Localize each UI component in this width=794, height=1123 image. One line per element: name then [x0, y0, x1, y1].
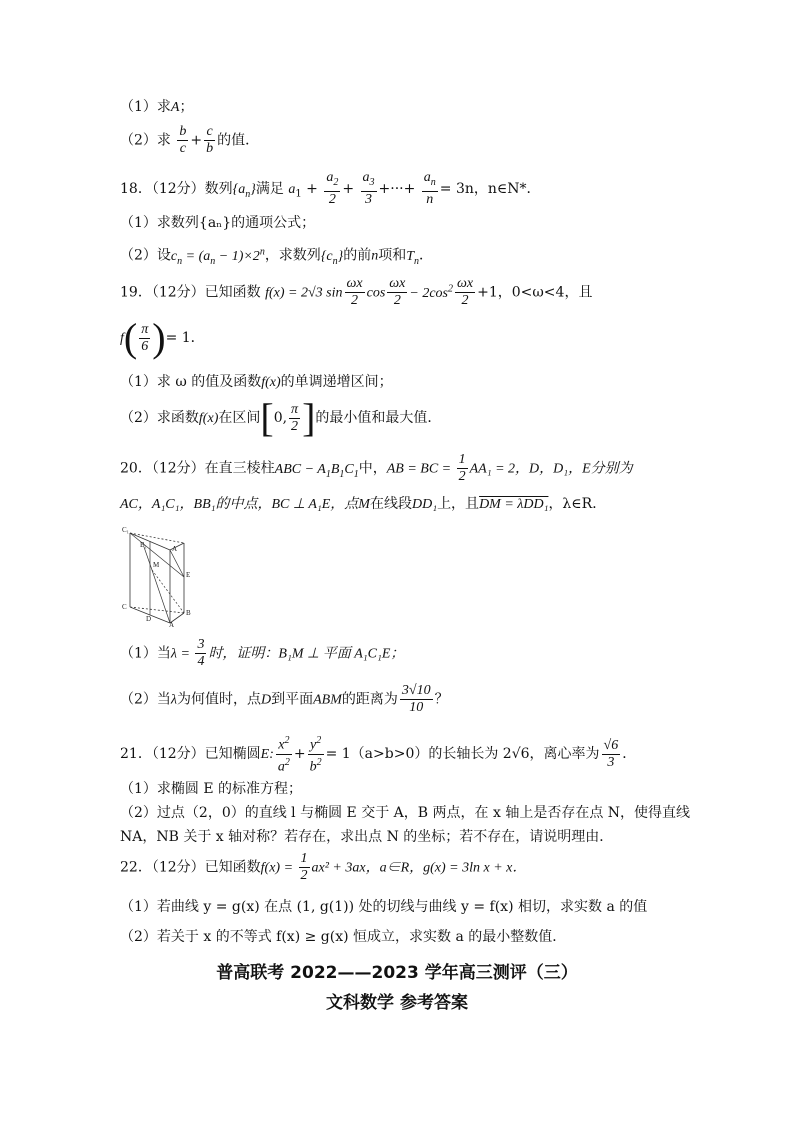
edge-top-c1b1	[130, 533, 184, 543]
figure-label-e: E	[186, 571, 191, 579]
q18-part1: （1）求数列{aₙ}的通项公式；	[120, 215, 316, 231]
q20-header: 20．（12分）在直三棱柱ABC − $A_1B_1C_1$中，AB = BC = $\frac{1}{2}$ AA₁ = 2，D，D₁，E分别为	[120, 452, 633, 484]
q18-part2: （2）设$c_n = (a_n - 1)\times 2^n$，求数列$\{c_n\}$的前n项和$T_n$．	[120, 246, 434, 267]
answer-subtitle: 文科数学 参考答案	[326, 993, 468, 1013]
q22-part2: （2）若关于 x 的不等式 f(x) ≥ g(x) 恒成立，求实数 a 的最小整数值．	[120, 929, 567, 945]
line-c1-e	[130, 533, 184, 577]
answer-title: 普高联考 2022——2023 学年高三测评（三）	[216, 963, 578, 983]
q22-header: 22．（12分）已知函数f(x) = $\frac{1}{2}$ ax² + 3ax，a∈R，g(x) = 3ln x + x．	[120, 851, 527, 883]
q20-part2: （2）当λ为何值时，点D到平面ABM的距离为 $\frac{3√10}{10}$ ？	[120, 683, 449, 715]
prism-figure	[122, 525, 192, 627]
q19-header: 19．（12分）已知函数 f(x) = 2√3 sin $\frac{\omega x}{2}$ cos $\frac{\omega x}{2}$ − $2\cos^2$ $\frac{\omega x}{2}$ +1，0<ω<4，且	[120, 276, 593, 308]
line-m-b	[152, 570, 184, 613]
figure-label-b1: B₁	[140, 541, 148, 549]
q21-header: 21．（12分）已知椭圆E: $\frac{x^2}{a^2}$ + $\frac{y^2}{b^2}$ = 1（a>b>0）的长轴长为 2√6，离心率为 $\frac{√6}{3}$ ．	[120, 735, 637, 775]
q19-part1: （1）求 ω 的值及函数f(x)的单调递增区间；	[120, 374, 393, 390]
figure-label-m: M	[153, 561, 160, 569]
q17-part2: （2）求 $\frac{b}{c}$ + $\frac{c}{b}$ 的值．	[120, 124, 260, 156]
line-m-a	[152, 570, 170, 623]
line-b1-m	[144, 547, 152, 570]
q19-part2: （2）求函数f(x)在区间[0, $\frac{\pi}{2}$ ]的最小值和最大值．	[120, 395, 442, 440]
q21-part2: （2）过点（2，0）的直线 l 与椭圆 E 交于 A，B 两点，在 x 轴上是否存在点 N，使得直线	[120, 805, 691, 821]
figure-label-c: C	[122, 603, 127, 611]
q22-part1: （1）若曲线 y = g(x) 在点 (1, g(1)) 处的切线与曲线 y = f(x) 相切，求实数 a 的值	[120, 899, 648, 915]
figure-label-b: B	[186, 609, 191, 617]
figure-label-a1: A	[172, 545, 178, 553]
q21-part2b: NA，NB 关于 x 轴对称？若存在，求出点 N 的坐标；若不存在，请说明理由．	[120, 829, 614, 845]
q20-line2: AC，A₁C₁，BB₁的中点，BC ⊥ A₁E，点M在线段DD₁上，且DM = λDD₁，λ∈R．	[120, 496, 607, 512]
q18-header: 18．（12分）数列$\{a_n\}$满足 $a_1$ + $\frac{a_2}{2}$ + $\frac{a_3}{3}$ +···+ $\frac{a_n}{n}$ = 3n，n∈N*．	[120, 170, 541, 207]
q19-condition: f( $\frac{\pi}{6}$ )= 1．	[120, 315, 205, 360]
q20-part1: （1）当λ = $\frac{3}{4}$ 时，证明：B₁M ⊥ 平面 A₁C₁E；	[120, 637, 405, 669]
q21-part1: （1）求椭圆 E 的标准方程；	[120, 781, 303, 797]
figure-label-a: A	[169, 621, 175, 627]
figure-label-d: D	[146, 615, 152, 623]
q17-part1: （1）求A；	[120, 99, 194, 115]
figure-label-c1: C₁	[122, 526, 130, 534]
line-a1-e	[170, 550, 184, 577]
